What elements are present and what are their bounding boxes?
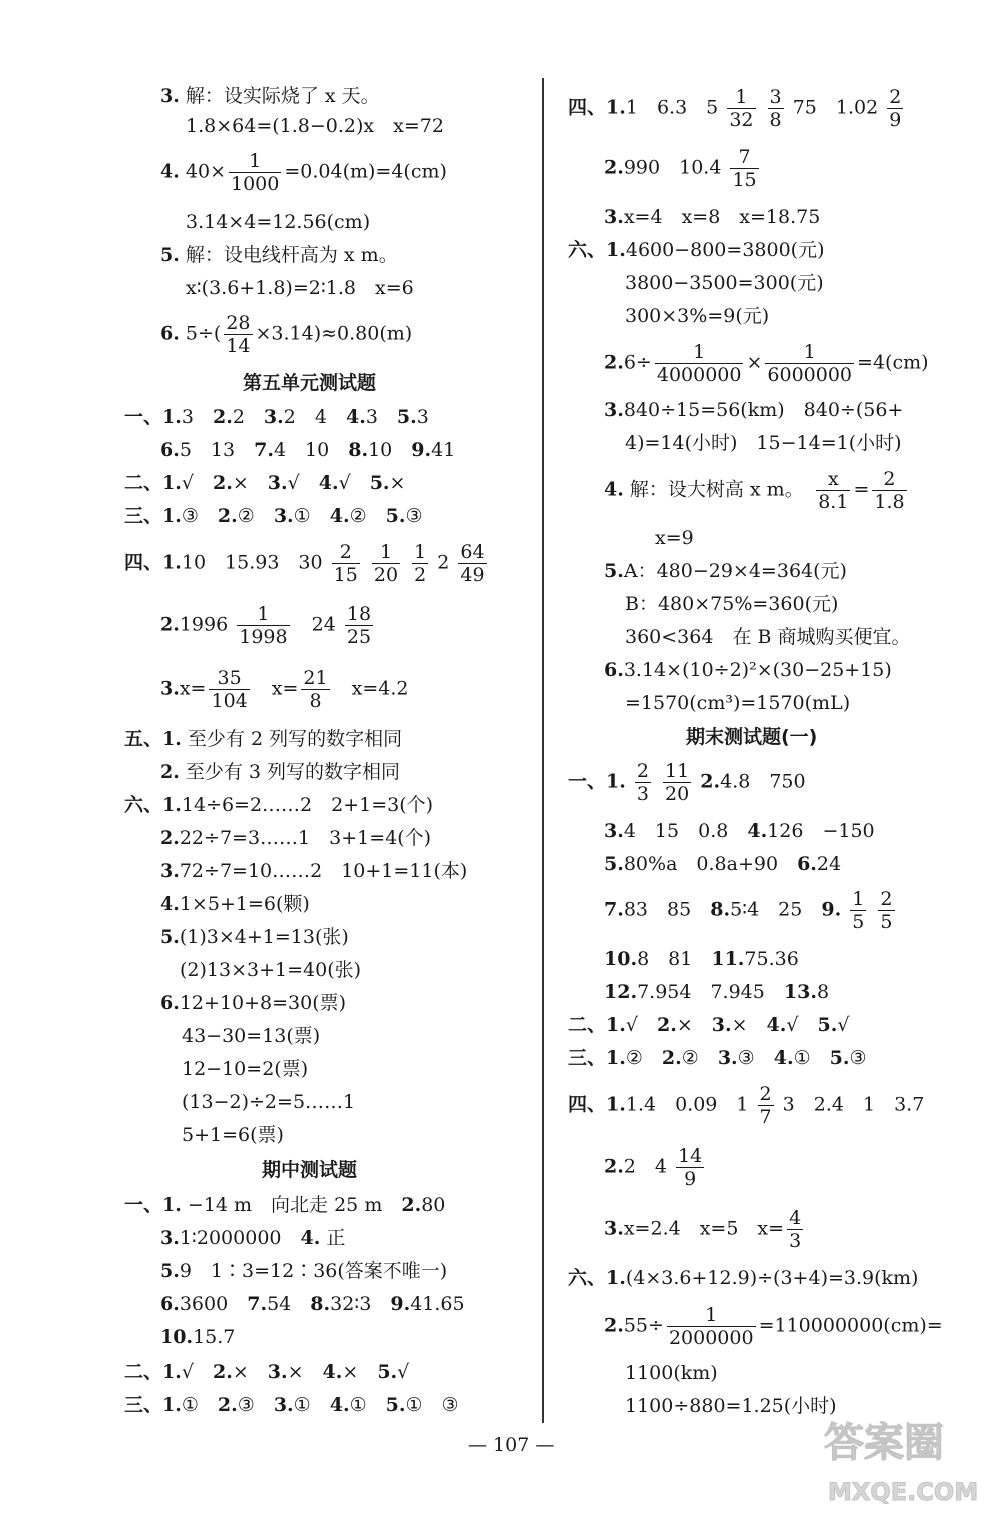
answer-row: 3.72÷7=10……2 10+1=11(本) bbox=[160, 860, 468, 882]
answer-row: 六、1.14÷6=2……2 2+1=3(个) bbox=[124, 794, 434, 816]
answer-row: 12−10=2(票) bbox=[182, 1058, 309, 1080]
answer-row: (2)13×3+1=40(张) bbox=[180, 959, 362, 981]
answer-row: 2. 至少有 3 列写的数字相同 bbox=[160, 761, 401, 783]
answer-row: 360<364 在 B 商城购买便宜。 bbox=[625, 626, 911, 648]
heading-unit5-test: 第五单元测试题 bbox=[243, 372, 377, 394]
page-number: — 107 — bbox=[468, 1434, 555, 1456]
answer-row: 3.4 15 0.8 4.126 −150 bbox=[604, 820, 875, 842]
answer-row: 10.15.7 bbox=[160, 1326, 236, 1348]
answer-row: 三、1.③ 2.② 3.① 4.② 5.③ bbox=[124, 505, 423, 527]
answer-row: 1100(km) bbox=[625, 1362, 718, 1384]
fraction: $\frac{35}{104}$ bbox=[211, 667, 248, 712]
fraction: $\frac{1}{32}$ bbox=[729, 86, 754, 131]
answer-row: 3.x=4 x=8 x=18.75 bbox=[604, 206, 821, 228]
answer-row-fractions: 四、1.10 15.93 30 $\frac{2}{15}$ $\frac{1}{20}$ $\frac{1}{2}$ 2 $\frac{64}{49}$ bbox=[124, 541, 485, 586]
answer-row-fractions: 四、1.1.4 0.09 1 $\frac{2}{7}$ 3 2.4 1 3.7 bbox=[568, 1083, 925, 1128]
fraction: $\frac{1}{6000000}$ bbox=[767, 341, 853, 386]
fraction: $\frac{2}{5}$ bbox=[880, 888, 893, 933]
answer-row: 43−30=13(票) bbox=[182, 1025, 321, 1047]
fraction: $\frac{2}{9}$ bbox=[889, 86, 902, 131]
answer-row: 六、1.4600−800=3800(元) bbox=[568, 239, 825, 261]
answer-row: 5.80%a 0.8a+90 6.24 bbox=[604, 853, 842, 875]
answer-row: 二、1.√ 2.× 3.√ 4.√ 5.× bbox=[124, 472, 406, 494]
answer-row-fractions: 2.6÷ $\frac{1}{4000000}$ × $\frac{1}{6000000}$ =4(cm) bbox=[604, 341, 929, 386]
answer-row: x=9 bbox=[655, 527, 694, 549]
answer-row-fractions: 2.55÷ $\frac{1}{2000000}$ =110000000(cm)= bbox=[604, 1304, 943, 1349]
answer-row: 4.1×5+1=6(颗) bbox=[160, 893, 310, 915]
answer-row: 3800−3500=300(元) bbox=[625, 272, 824, 294]
fraction: $\frac{3}{8}$ bbox=[769, 86, 782, 131]
answer-row: 5.(1)3×4+1=13(张) bbox=[160, 926, 349, 948]
fraction: $\frac{1}{2000000}$ bbox=[668, 1304, 754, 1349]
answer-row: 300×3%=9(元) bbox=[625, 305, 770, 327]
answer-row: 6.5 13 7.4 10 8.10 9.41 bbox=[160, 439, 456, 461]
answer-row-fractions: 4. 解：设大树高 x m。 $\frac{x}{8.1}$ = $\frac{2}{1.8}$ bbox=[604, 468, 905, 513]
answer-row: B：480×75%=360(元) bbox=[625, 593, 839, 615]
fraction: $\frac{x}{8.1}$ bbox=[818, 468, 849, 513]
answer-row-fractions: 2.2 4 $\frac{14}{9}$ bbox=[604, 1145, 703, 1190]
answer-row: 三、1.② 2.② 3.③ 4.① 5.③ bbox=[568, 1047, 867, 1069]
answer-row: 6.3600 7.54 8.32∶3 9.41.65 bbox=[160, 1293, 465, 1315]
fraction: $\frac{4}{3}$ bbox=[789, 1207, 802, 1252]
fraction: $\frac{1}{4000000}$ bbox=[656, 341, 742, 386]
answer-row: 6.12+10+8=30(票) bbox=[160, 992, 347, 1014]
answer-row-fractions: 3.x=2.4 x=5 x= $\frac{4}{3}$ bbox=[604, 1207, 802, 1252]
watermark-url: MXQE.COM bbox=[828, 1478, 979, 1506]
fraction: $\frac{14}{9}$ bbox=[678, 1145, 703, 1190]
fraction: $\frac{18}{25}$ bbox=[346, 603, 372, 648]
fraction: $\frac{1}{1000}$ bbox=[231, 150, 280, 195]
fraction: $\frac{1}{1998}$ bbox=[239, 603, 288, 648]
answer-row: 10.8 81 11.75.36 bbox=[604, 948, 799, 970]
answer-row: 一、1. −14 m 向北走 25 m 2.80 bbox=[124, 1194, 446, 1216]
answer-row: 五、1. 至少有 2 列写的数字相同 bbox=[124, 728, 403, 750]
left-line-7: 6. 5÷( $\frac{28}{14}$ ×3.14)≈0.80(m) bbox=[160, 312, 413, 357]
answer-row-fractions: 2.990 10.4 $\frac{7}{15}$ bbox=[604, 146, 757, 191]
left-line-6: x∶(3.6+1.8)=2∶1.8 x=6 bbox=[186, 277, 414, 299]
answer-row: 5+1=6(票) bbox=[182, 1124, 284, 1146]
answer-row: 1100÷880=1.25(小时) bbox=[625, 1395, 837, 1417]
fraction: $\frac{1}{2}$ bbox=[414, 541, 427, 586]
left-line-5: 5. 解：设电线杆高为 x m。 bbox=[160, 244, 398, 266]
fraction: $\frac{1}{5}$ bbox=[852, 888, 865, 933]
fraction: $\frac{7}{15}$ bbox=[732, 146, 757, 191]
fraction: $\frac{2}{7}$ bbox=[759, 1083, 772, 1128]
left-line-3: 4. 40× $\frac{1}{1000}$ =0.04(m)=4(cm) bbox=[160, 150, 447, 195]
answer-row: (13−2)÷2=5……1 bbox=[182, 1091, 356, 1113]
answer-row: 12.7.954 7.945 13.8 bbox=[604, 981, 830, 1003]
watermark-mark: 答案圈 bbox=[824, 1420, 944, 1466]
answer-row: 4)=14(小时) 15−14=1(小时) bbox=[625, 432, 902, 454]
answer-row-fractions: 2.1996 $\frac{1}{1998}$ 24 $\frac{18}{25}$ bbox=[160, 603, 372, 648]
heading-midterm-test: 期中测试题 bbox=[262, 1159, 358, 1181]
answer-row: 3.1∶2000000 4. 正 bbox=[160, 1227, 346, 1249]
answer-row: 3.840÷15=56(km) 840÷(56+ bbox=[604, 399, 904, 421]
answer-row: 5.A：480−29×4=364(元) bbox=[604, 560, 847, 582]
fraction: $\frac{64}{49}$ bbox=[460, 541, 485, 586]
answer-row: 二、1.√ 2.× 3.× 4.× 5.√ bbox=[124, 1361, 410, 1383]
answer-row: 一、1.3 2.2 3.2 4 4.3 5.3 bbox=[124, 406, 429, 428]
fraction: $\frac{28}{14}$ bbox=[226, 312, 251, 357]
answer-row: 六、1.(4×3.6+12.9)÷(3+4)=3.9(km) bbox=[568, 1267, 919, 1289]
fraction: $\frac{21}{8}$ bbox=[303, 667, 328, 712]
fraction: $\frac{2}{3}$ bbox=[636, 760, 649, 805]
fraction: $\frac{2}{15}$ bbox=[333, 541, 358, 586]
fraction: $\frac{1}{20}$ bbox=[373, 541, 399, 586]
answer-row-fractions: 7.83 85 8.5∶4 25 9. $\frac{1}{5}$ $\frac{2}{5}$ bbox=[604, 888, 893, 933]
answer-row: 6.3.14×(10÷2)²×(30−25+15) bbox=[604, 659, 892, 681]
column-divider bbox=[542, 78, 544, 1423]
watermark-logo bbox=[820, 1412, 990, 1512]
fraction: $\frac{11}{20}$ bbox=[665, 760, 690, 805]
answer-row-fractions: 3.x= $\frac{35}{104}$ x= $\frac{21}{8}$ x=4.2 bbox=[160, 667, 409, 712]
answer-row: 二、1.√ 2.× 3.× 4.√ 5.√ bbox=[568, 1014, 850, 1036]
answer-row-fractions: 四、1.1 6.3 5 $\frac{1}{32}$ $\frac{3}{8}$ 75 1.02 $\frac{2}{9}$ bbox=[568, 86, 902, 131]
fraction: $\frac{2}{1.8}$ bbox=[874, 468, 905, 513]
left-line-4: 3.14×4=12.56(cm) bbox=[186, 211, 371, 233]
answer-row: 5.9 1∶3=12∶36(答案不唯一) bbox=[160, 1260, 448, 1282]
answer-row: 三、1.① 2.③ 3.① 4.① 5.① ③ bbox=[124, 1394, 459, 1416]
answer-row: 2.22÷7=3……1 3+1=4(个) bbox=[160, 827, 432, 849]
left-line-1: 3. 解：设实际烧了 x 天。 bbox=[160, 85, 380, 107]
answer-row: =1570(cm³)=1570(mL) bbox=[625, 692, 851, 714]
answer-row-fractions: 一、1. $\frac{2}{3}$ $\frac{11}{20}$ 2.4.8 750 bbox=[568, 760, 806, 805]
heading-final-test-1: 期末测试题(一) bbox=[686, 726, 818, 748]
left-line-2: 1.8×64=(1.8−0.2)x x=72 bbox=[186, 115, 444, 137]
